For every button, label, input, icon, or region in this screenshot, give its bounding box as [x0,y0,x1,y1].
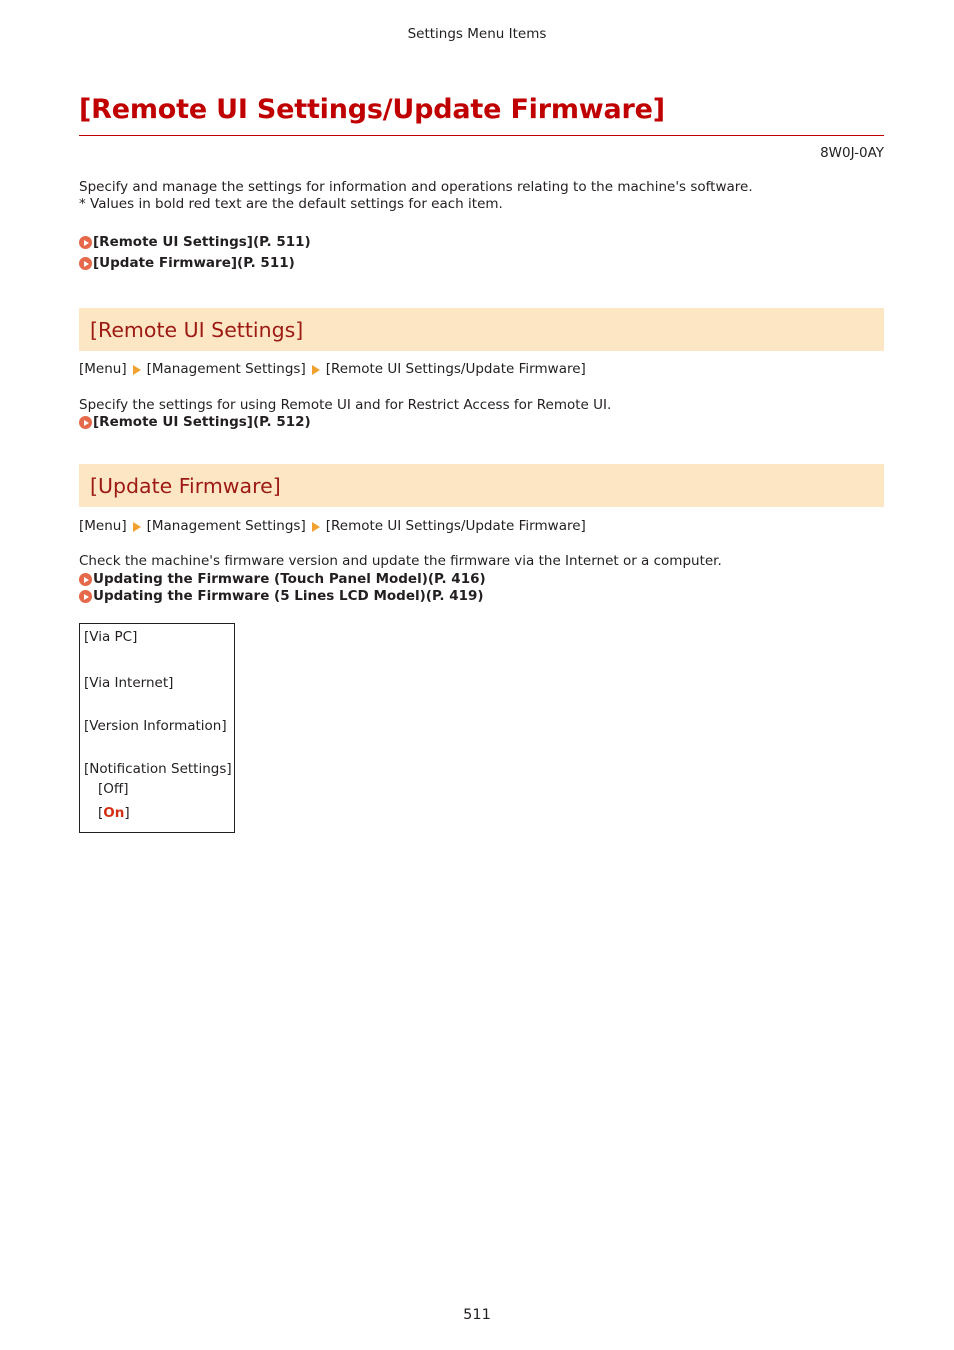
menu-item-version-information: [Version Information] [84,718,227,734]
circle-arrow-icon [79,590,92,603]
default-note: * Values in bold red text are the default settings for each item. [79,196,503,212]
breadcrumb-item: [Menu] [79,518,127,534]
breadcrumb [79,518,586,535]
default-value: On [103,805,125,821]
menu-item-via-internet: [Via Internet] [84,675,174,691]
section-title: [Update Firmware] [90,473,281,498]
bracket: ] [124,805,130,821]
link-label: [Update Firmware](P. 511) [93,255,295,271]
circle-arrow-icon [79,236,92,249]
breadcrumb-item: [Remote UI Settings/Update Firmware] [325,361,586,377]
breadcrumb-item: [Menu] [79,361,127,377]
triangle-right-icon [312,522,320,532]
page-number: 511 [463,1307,491,1323]
document-code: 8W0J-0AY [820,145,884,161]
section-title: [Remote UI Settings] [90,317,304,342]
circle-arrow-icon [79,573,92,586]
breadcrumb [79,361,586,378]
circle-arrow-icon [79,257,92,270]
bracket: [ [98,805,104,821]
title-divider [79,135,884,136]
link-label: Updating the Firmware (Touch Panel Model)(P. 416) [93,571,486,587]
link-firmware-5-lines-lcd[interactable] [79,588,484,605]
menu-tree-box [79,623,235,833]
intro-text: Specify and manage the settings for information and operations relating to the machine's software. [79,179,753,195]
option-off: [Off] [98,781,129,797]
breadcrumb-item: [Management Settings] [146,361,306,377]
page-title: [Remote UI Settings/Update Firmware] [79,94,665,125]
link-remote-ui-settings-p512[interactable] [79,414,311,431]
menu-item-notification-settings: [Notification Settings] [84,761,232,777]
section-header-update-firmware [79,464,884,507]
link-label: [Remote UI Settings](P. 512) [93,414,311,430]
link-label: [Remote UI Settings](P. 511) [93,234,311,250]
triangle-right-icon [133,365,141,375]
triangle-right-icon [312,365,320,375]
breadcrumb-item: [Management Settings] [146,518,306,534]
triangle-right-icon [133,522,141,532]
link-label: Updating the Firmware (5 Lines LCD Model)(P. 419) [93,588,484,604]
toc-link-update-firmware[interactable] [79,255,295,272]
toc-link-remote-ui-settings[interactable] [79,234,311,251]
breadcrumb-item: [Remote UI Settings/Update Firmware] [325,518,586,534]
menu-item-via-pc: [Via PC] [84,629,138,645]
section-description: Check the machine's firmware version and update the firmware via the Internet or a computer. [79,553,722,569]
section-header-remote-ui-settings [79,308,884,351]
section-description: Specify the settings for using Remote UI and for Restrict Access for Remote UI. [79,397,612,413]
circle-arrow-icon [79,416,92,429]
running-header: Settings Menu Items [407,26,547,42]
link-firmware-touch-panel[interactable] [79,571,486,588]
option-on [98,805,130,821]
